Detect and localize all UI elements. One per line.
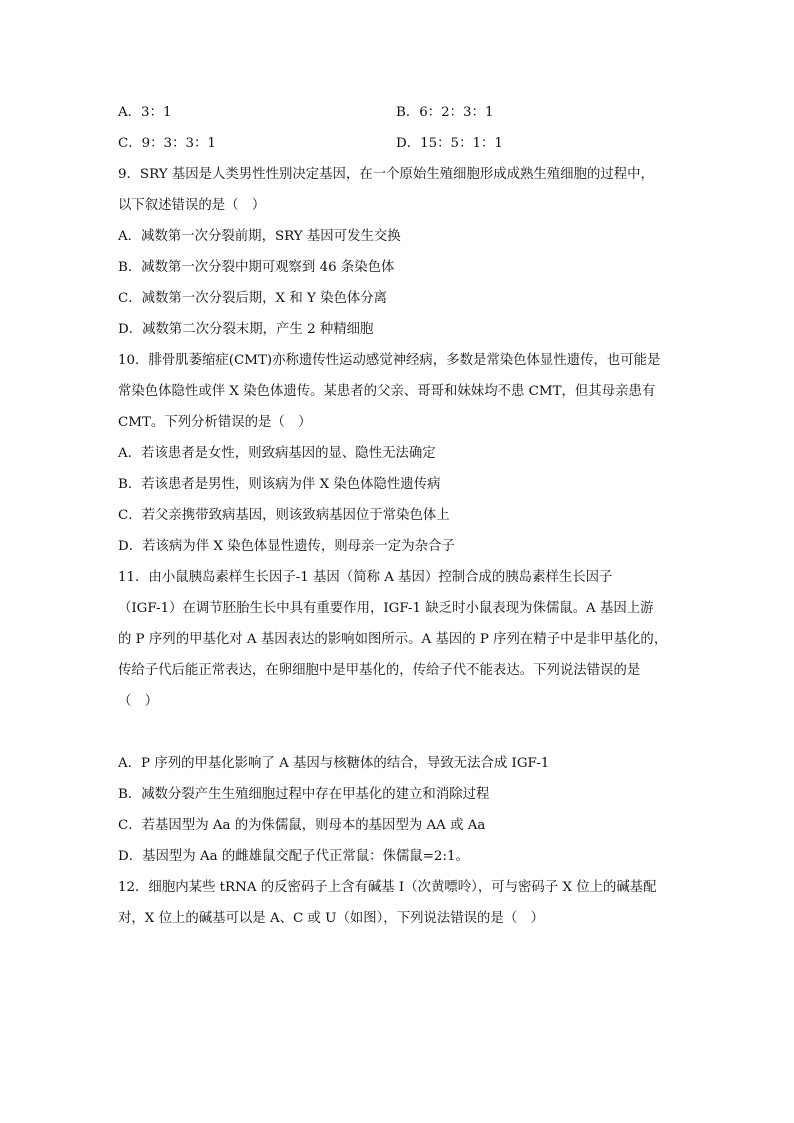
q9-option-d: D．减数第二次分裂末期，产生 2 种精细胞 xyxy=(118,322,374,337)
q9-option-b: B．减数第一次分裂中期可观察到 46 条染色体 xyxy=(118,260,395,275)
q11-stem-line-4: 传给子代后能正常表达，在卵细胞中是甲基化的，传给子代不能表达。下列说法错误的是 xyxy=(118,663,641,678)
q11-stem-line-5: （ ） xyxy=(118,694,159,709)
q11-stem-line-2: （IGF-1）在调节胚胎生长中具有重要作用，IGF-1 缺乏时小鼠表现为侏儒鼠。A 基因上游 xyxy=(118,601,654,616)
q8-option-b: B．6：2：3：1 xyxy=(396,105,494,120)
q12-stem-line-1: 12．细胞内某些 tRNA 的反密码子上含有碱基 I（次黄嘌呤），可与密码子 X 位上的碱基配 xyxy=(118,880,657,895)
q11-option-a: A．P 序列的甲基化影响了 A 基因与核糖体的结合，导致无法合成 IGF-1 xyxy=(118,756,550,771)
q8-options-row-1 xyxy=(118,104,698,122)
q11-option-c: C．若基因型为 Aa 的为侏儒鼠，则母本的基因型为 AA 或 Aa xyxy=(118,818,486,833)
q10-stem-line-2: 常染色体隐性或伴 X 染色体遗传。某患者的父亲、哥哥和妹妹均不患 CMT，但其母亲患有 xyxy=(118,384,656,399)
q11-stem-line-3: 的 P 序列的甲基化对 A 基因表达的影响如图所示。A 基因的 P 序列在精子中是非甲基化的， xyxy=(118,632,668,647)
q9-stem-line-1: 9．SRY 基因是人类男性性别决定基因，在一个原始生殖细胞形成成熟生殖细胞的过程中， xyxy=(118,167,654,182)
q10-option-a: A．若该患者是女性，则致病基因的显、隐性无法确定 xyxy=(118,446,436,461)
q10-option-b: B．若该患者是男性，则该病为伴 X 染色体隐性遗传病 xyxy=(118,477,441,492)
q10-stem-line-3: CMT。下列分析错误的是（ ） xyxy=(118,415,312,430)
q8-option-a: A．3：1 xyxy=(118,105,172,120)
q9-option-a: A．减数第一次分裂前期，SRY 基因可发生交换 xyxy=(118,229,401,244)
q11-option-d: D．基因型为 Aa 的雌雄鼠交配子代正常鼠：侏儒鼠=2:1。 xyxy=(118,849,469,864)
q8-option-c: C．9：3：3：1 xyxy=(118,136,216,151)
q8-option-d: D．15：5：1：1 xyxy=(396,136,503,151)
q10-stem-line-1: 10．腓骨肌萎缩症(CMT)亦称遗传性运动感觉神经病，多数是常染色体显性遗传，也可能是 xyxy=(118,353,661,368)
q12-stem-line-2: 对，X 位上的碱基可以是 A、C 或 U（如图），下列说法错误的是（ ） xyxy=(118,911,544,926)
q11-option-b: B．减数分裂产生生殖细胞过程中存在甲基化的建立和消除过程 xyxy=(118,787,490,802)
q8-options-row-2 xyxy=(118,135,698,153)
q10-option-d: D．若该病为伴 X 染色体显性遗传，则母亲一定为杂合子 xyxy=(118,539,455,554)
q9-option-c: C．减数第一次分裂后期，X 和 Y 染色体分离 xyxy=(118,291,388,306)
q11-stem-line-1: 11．由小鼠胰岛素样生长因子-1 基因（简称 A 基因）控制合成的胰岛素样生长因子 xyxy=(118,570,613,585)
q9-stem-line-2: 以下叙述错误的是（ ） xyxy=(118,198,266,213)
q10-option-c: C．若父亲携带致病基因，则该致病基因位于常染色体上 xyxy=(118,508,450,523)
